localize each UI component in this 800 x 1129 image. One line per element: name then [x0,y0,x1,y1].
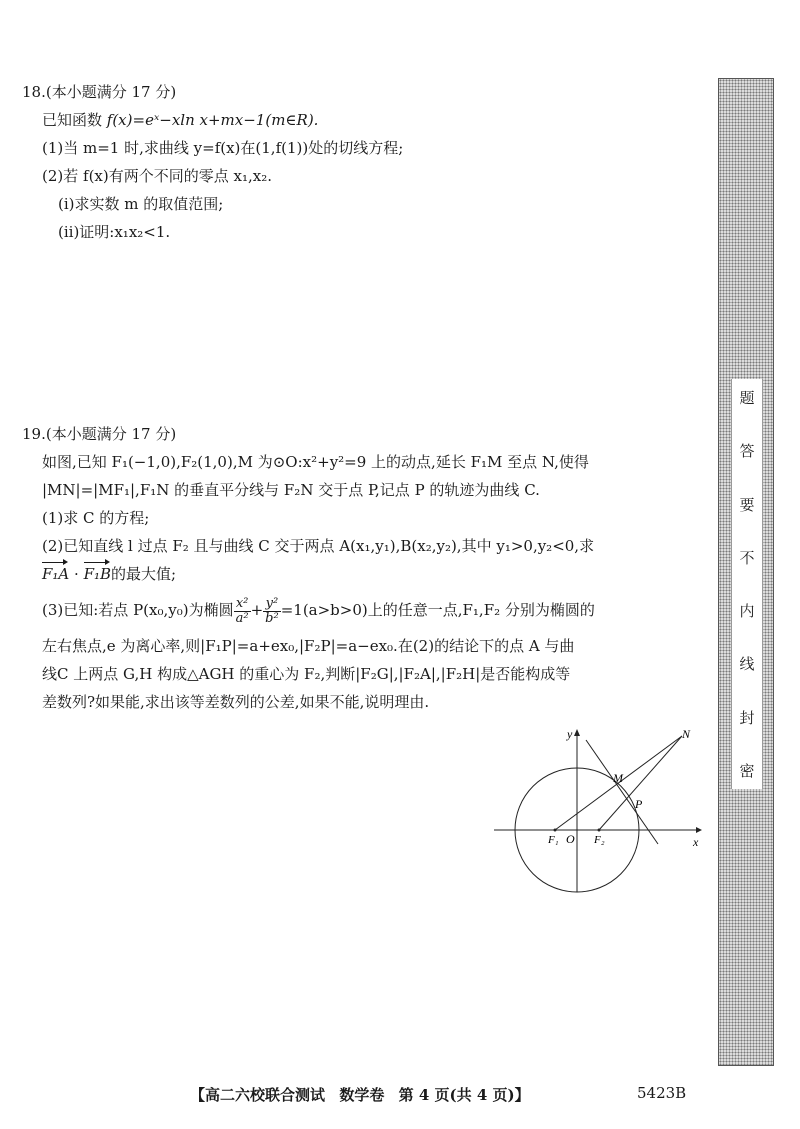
q19-part3-line4: 差数列?如果能,求出该等差数列的公差,如果不能,说明理由. [42,693,430,711]
seal-char: 密 [739,761,755,780]
ellipse-figure [490,726,710,896]
y-axis-arrow-icon [574,729,580,736]
footer-page-number: 第 4 页(共 4 页) [398,1086,515,1104]
seal-char: 答 [739,442,755,461]
fraction-numerator: x² [234,597,251,612]
q19-title: 19.(本小题满分 17 分) [22,425,177,443]
q19-part3-line3: 线C 上两点 G,H 构成△AGH 的重心为 F₂,判断|F₂G|,|F₂A|,|F₂H|是否能构成等 [42,665,571,683]
q18-stem [22,106,403,134]
point-f1 [554,829,557,832]
label-x: x [693,835,699,849]
page-footer [190,1084,530,1105]
seal-char: 封 [739,708,755,727]
fraction-y2-b2 [263,597,281,626]
label-n: N [682,727,691,741]
seal-strip [718,78,774,1066]
label-f1: F₁ [548,834,559,846]
vector-f1b: F₁B [84,560,111,588]
footer-bracket-right: 】 [514,1086,530,1104]
point-f2 [598,829,601,832]
footer-bracket-left: 【 [190,1086,206,1104]
fraction-denominator: b² [265,610,279,626]
q18-part2-i: (ⅰ)求实数 m 的取值范围; [58,195,224,213]
seal-char: 不 [739,548,755,567]
q19-part3-line1 [22,588,595,632]
label-f2: F₂ [594,834,605,846]
q19-part2-line2 [22,560,595,588]
seal-char: 内 [739,602,755,621]
label-p: P [635,797,643,811]
q19-part2-line1: (2)已知直线 l 过点 F₂ 且与曲线 C 交于两点 A(x₁,y₁),B(x₂,y₂),其中 y₁>0,y₂<0,求 [42,537,595,555]
seal-notice [731,379,763,789]
seal-notice-text [732,387,762,781]
q19-stem-line1: 如图,已知 F₁(−1,0),F₂(1,0),M 为⊙O:x²+y²=9 上的动点,延长 F₁M 至点 N,使得 [42,453,589,471]
q19-part3-line2: 左右焦点,e 为离心率,则|F₁P|=a+ex₀,|F₂P|=a−ex₀.在(2)的结论下的点 A 与曲 [42,637,575,655]
q18-stem-prefix: 已知函数 [42,111,107,129]
plus-sign: + [250,601,264,619]
seal-char: 题 [739,389,755,407]
q19-part3-pre: (3)已知:若点 P(x₀,y₀)为椭圆 [42,601,234,619]
q18-title: 18.(本小题满分 17 分) [22,83,177,101]
q19-part2-tail: 的最大值; [111,565,177,583]
q19-part3-post: =1(a>b>0)上的任意一点,F₁,F₂ 分别为椭圆的 [280,601,595,619]
footer-exam-name: 高二六校联合测试 [205,1086,326,1104]
q19-part1: (1)求 C 的方程; [42,509,150,527]
q18-stem-function: f(x)=eˣ−xln x+mx−1(m∈R). [106,111,319,129]
seal-char: 线 [739,655,755,674]
perpendicular-bisector [586,740,658,844]
fraction-x2-a2 [234,597,251,626]
label-m: M [613,771,623,785]
q19-stem-line2: |MN|=|MF₁|,F₁N 的垂直平分线与 F₂N 交于点 P,记点 P 的轨迹为曲线 C. [42,481,540,499]
q18-part2-ii: (ⅱ)证明:x₁x₂<1. [58,223,171,241]
question-19 [22,420,595,716]
dot-product-sign: · [69,565,84,583]
exam-code: 5423B [637,1084,687,1102]
fraction-numerator: y² [263,597,281,612]
x-axis-arrow-icon [696,827,702,833]
vector-f1a: F₁A [42,560,69,588]
label-o: O [566,832,575,846]
q18-part2: (2)若 f(x)有两个不同的零点 x₁,x₂. [42,167,272,185]
seal-char: 要 [739,495,755,514]
question-18 [22,78,403,246]
footer-subject: 数学卷 [339,1086,385,1104]
fraction-denominator: a² [235,610,249,626]
label-y: y [567,727,573,741]
q18-part1: (1)当 m=1 时,求曲线 y=f(x)在(1,f(1))处的切线方程; [42,139,404,157]
segment-f2-n [599,736,682,830]
